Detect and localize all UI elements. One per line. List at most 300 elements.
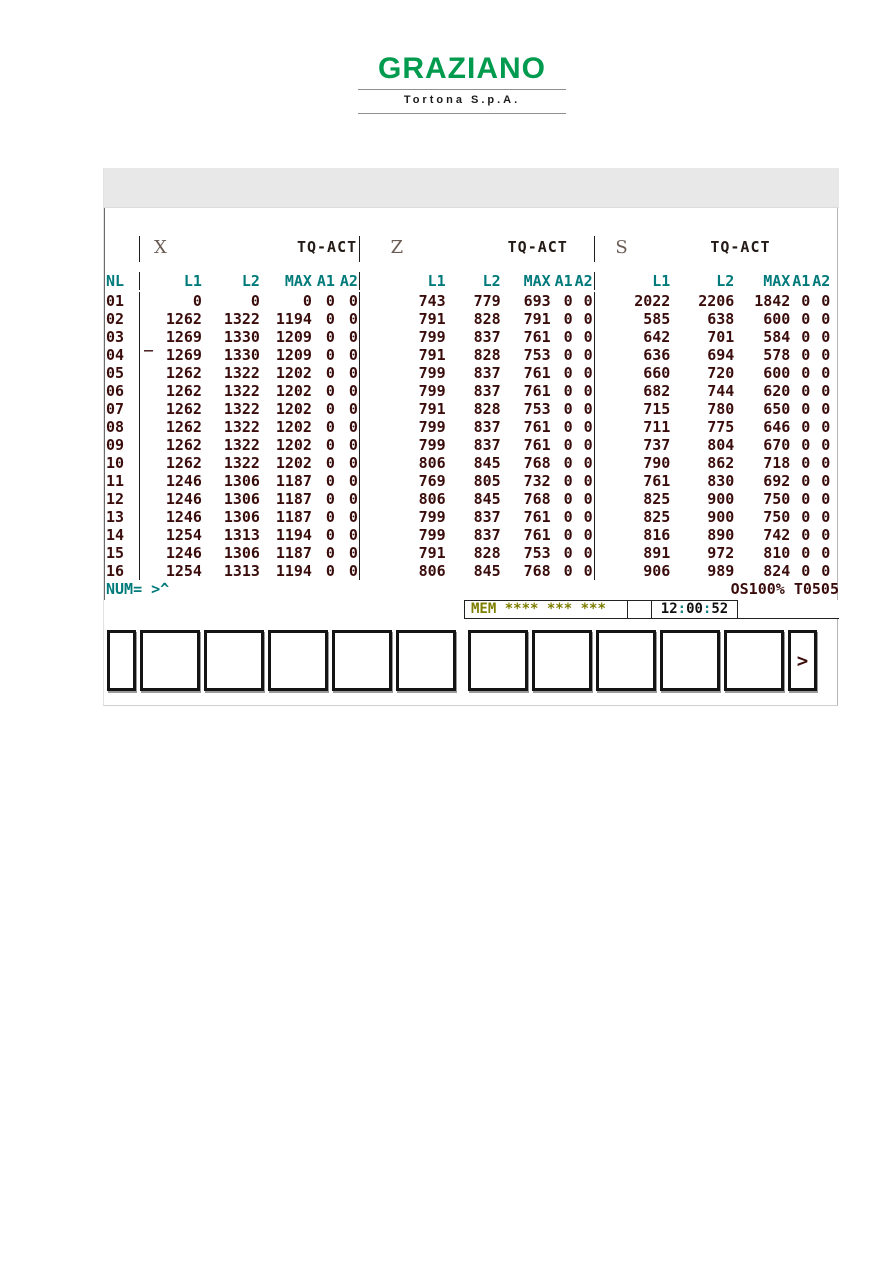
cell: 0 (563, 490, 573, 508)
row-number: 04 (106, 346, 125, 364)
cell: 0 (563, 382, 573, 400)
s-axis-values (594, 526, 839, 544)
x-axis-values (139, 490, 359, 508)
x-axis-values (139, 544, 359, 562)
softkey-left-edge[interactable] (107, 630, 136, 691)
cell: 804 (707, 436, 735, 454)
cell: L1 (652, 272, 671, 290)
axis-x-label: X (153, 237, 167, 258)
cell: 636 (643, 346, 671, 364)
mode-status-bar (464, 600, 839, 619)
cell: 0 (821, 328, 831, 346)
cell: 0 (801, 400, 811, 418)
cell: 0 (348, 454, 358, 472)
column-headers-z (359, 272, 595, 290)
cell: 1313 (223, 562, 260, 580)
row-number: 01 (106, 292, 125, 310)
cell: 692 (763, 472, 791, 490)
softkey-left-4[interactable] (332, 630, 392, 691)
cell: 620 (763, 382, 791, 400)
edit-cursor: _ (144, 334, 154, 352)
cell: 0 (325, 472, 335, 490)
cell: 2022 (634, 292, 671, 310)
prompt-cursor: >^ (151, 580, 170, 598)
cell: 753 (523, 400, 551, 418)
table-row (105, 472, 839, 490)
z-axis-values (359, 454, 595, 472)
z-axis-values (359, 526, 595, 544)
cell: 0 (348, 292, 358, 310)
softkey-left-1[interactable] (140, 630, 200, 691)
table-row (105, 526, 839, 544)
cell: A1 (554, 272, 573, 290)
cell: 1194 (275, 310, 312, 328)
cell: 0 (821, 310, 831, 328)
table-row (105, 364, 839, 382)
cell: 799 (418, 418, 446, 436)
cell: 0 (563, 346, 573, 364)
z-axis-values (359, 508, 595, 526)
cell: 0 (325, 490, 335, 508)
cell: 750 (763, 508, 791, 526)
axis-group-z-header (359, 236, 595, 262)
cell: A2 (574, 272, 593, 290)
clock-segment: 52 (711, 601, 729, 617)
cell: 0 (801, 490, 811, 508)
cell: 761 (523, 436, 551, 454)
cell: 1269 (165, 328, 202, 346)
clock-colon: : (702, 601, 712, 617)
cell: 0 (325, 544, 335, 562)
softkey-left-5[interactable] (396, 630, 456, 691)
cell: 1194 (275, 562, 312, 580)
cell: 775 (707, 418, 735, 436)
table-row (105, 508, 839, 526)
softkey-right-2[interactable] (532, 630, 592, 691)
cell: 1187 (275, 490, 312, 508)
cell: 1262 (165, 436, 202, 454)
cell: 761 (523, 382, 551, 400)
cell: 1262 (165, 382, 202, 400)
cell: MAX (523, 272, 551, 290)
cell: L2 (241, 272, 260, 290)
row-number: 05 (106, 364, 125, 382)
softkey-left-3[interactable] (268, 630, 328, 691)
cell: 1202 (275, 454, 312, 472)
cell: 0 (325, 364, 335, 382)
cell: 0 (563, 328, 573, 346)
cell: 1306 (223, 472, 260, 490)
z-axis-values (359, 562, 595, 580)
cell: 0 (821, 526, 831, 544)
cell: 0 (348, 310, 358, 328)
cell: 0 (821, 508, 831, 526)
cell: 1254 (165, 526, 202, 544)
cell: 791 (418, 346, 446, 364)
cell: 1322 (223, 400, 260, 418)
cell: 1322 (223, 454, 260, 472)
cell: L2 (482, 272, 501, 290)
prompt-label: NUM= (106, 580, 143, 598)
cell: 828 (473, 544, 501, 562)
cell: 1209 (275, 346, 312, 364)
table-row (105, 292, 839, 310)
cell: 1202 (275, 436, 312, 454)
s-axis-values (594, 328, 839, 346)
s-axis-values (594, 364, 839, 382)
row-number: 08 (106, 418, 125, 436)
row-number: 11 (106, 472, 125, 490)
cell: 0 (821, 346, 831, 364)
cell: 0 (348, 472, 358, 490)
brand-name: GRAZIANO (378, 52, 546, 85)
cell: 845 (473, 562, 501, 580)
cell: 0 (821, 436, 831, 454)
cell: 1269 (165, 346, 202, 364)
cell: 828 (473, 400, 501, 418)
cell: 0 (583, 310, 593, 328)
cell: 1322 (223, 418, 260, 436)
x-axis-values (139, 526, 359, 544)
cell: A1 (316, 272, 335, 290)
torque-monitor-table (104, 208, 839, 600)
cell: 732 (523, 472, 551, 490)
softkey-group-left (107, 630, 456, 691)
cell: 0 (821, 454, 831, 472)
cell: 900 (707, 508, 735, 526)
s-axis-values (594, 490, 839, 508)
cell: 769 (418, 472, 446, 490)
cell: 0 (821, 364, 831, 382)
table-row (105, 562, 839, 580)
cell: 0 (821, 490, 831, 508)
cell: 1202 (275, 400, 312, 418)
cell: 0 (563, 364, 573, 382)
x-axis-values (139, 472, 359, 490)
cell: 0 (348, 346, 358, 364)
s-axis-values (594, 472, 839, 490)
cell: 0 (801, 310, 811, 328)
cell: 0 (583, 292, 593, 310)
cell: 768 (523, 454, 551, 472)
axis-header-spacer (105, 236, 139, 262)
axis-s-label: S (615, 237, 628, 258)
cell: 0 (583, 490, 593, 508)
table-row (105, 310, 839, 328)
cell: 825 (643, 490, 671, 508)
cell: 1246 (165, 472, 202, 490)
cell: 906 (643, 562, 671, 580)
cell: 791 (523, 310, 551, 328)
cell: 0 (325, 328, 335, 346)
cell: 0 (801, 292, 811, 310)
cell: 0 (348, 418, 358, 436)
row-number: 15 (106, 544, 125, 562)
z-axis-values (359, 472, 595, 490)
softkey-right-4[interactable] (660, 630, 720, 691)
cell: 0 (325, 526, 335, 544)
cell: 715 (643, 400, 671, 418)
row-number: 06 (106, 382, 125, 400)
s-axis-values (594, 436, 839, 454)
row-number: 02 (106, 310, 125, 328)
cell: 2206 (698, 292, 735, 310)
cell: 1322 (223, 436, 260, 454)
cell: 791 (418, 310, 446, 328)
status-row (105, 580, 839, 598)
cell: 753 (523, 544, 551, 562)
cell: 0 (801, 472, 811, 490)
cell: 791 (418, 544, 446, 562)
screen-titlebar (104, 168, 839, 208)
table-row (105, 400, 839, 418)
cell: 0 (801, 364, 811, 382)
cell: 744 (707, 382, 735, 400)
cell: 891 (643, 544, 671, 562)
cell: 0 (563, 562, 573, 580)
cell: 799 (418, 382, 446, 400)
cell: 0 (325, 292, 335, 310)
cell: A1 (792, 272, 811, 290)
cell: 693 (523, 292, 551, 310)
override-tool-status: OS100% T0505 (730, 580, 839, 598)
machine-screen (103, 168, 838, 706)
cell: 701 (707, 328, 735, 346)
cell: 1262 (165, 310, 202, 328)
cell: 0 (192, 292, 202, 310)
cell: 1330 (223, 328, 260, 346)
softkey-left-2[interactable] (204, 630, 264, 691)
cell: 790 (643, 454, 671, 472)
cell: 0 (583, 454, 593, 472)
softkey-right-1[interactable] (468, 630, 528, 691)
cell: 837 (473, 418, 501, 436)
cell: 1313 (223, 526, 260, 544)
row-number: 09 (106, 436, 125, 454)
cell: 670 (763, 436, 791, 454)
mem-value: **** *** *** (504, 601, 606, 617)
cell: 761 (523, 328, 551, 346)
cell: L1 (183, 272, 202, 290)
cell: 816 (643, 526, 671, 544)
cell: 720 (707, 364, 735, 382)
next-page-icon: > (796, 649, 809, 672)
cell: 791 (418, 400, 446, 418)
cell: 0 (583, 328, 593, 346)
cell: 1322 (223, 364, 260, 382)
cell: 660 (643, 364, 671, 382)
s-axis-values (594, 454, 839, 472)
softkey-next-page[interactable] (788, 630, 817, 691)
x-axis-values (139, 508, 359, 526)
cell: 810 (763, 544, 791, 562)
cell: 753 (523, 346, 551, 364)
x-axis-values (139, 418, 359, 436)
cell: 0 (583, 562, 593, 580)
table-row (105, 490, 839, 508)
cell: 1306 (223, 490, 260, 508)
cell: 806 (418, 562, 446, 580)
x-axis-values (139, 400, 359, 418)
z-axis-values (359, 364, 595, 382)
cell: 0 (821, 544, 831, 562)
cell: 799 (418, 364, 446, 382)
cell: 0 (348, 490, 358, 508)
cell: 761 (523, 364, 551, 382)
cell: 0 (563, 436, 573, 454)
cell: 1322 (223, 310, 260, 328)
cell: 1209 (275, 328, 312, 346)
cell: 0 (801, 418, 811, 436)
cell: 845 (473, 454, 501, 472)
cell: 830 (707, 472, 735, 490)
cell: 650 (763, 400, 791, 418)
cell: 799 (418, 508, 446, 526)
cell: 890 (707, 526, 735, 544)
status-bar-empty-cell (628, 600, 652, 619)
cell: 642 (643, 328, 671, 346)
axis-z-label: Z (390, 237, 404, 258)
column-headers-s (594, 272, 839, 290)
cell: L2 (716, 272, 735, 290)
cell: 0 (325, 382, 335, 400)
cell: 682 (643, 382, 671, 400)
cell: 0 (801, 346, 811, 364)
row-label-header: NL (106, 272, 125, 290)
cell: 0 (821, 382, 831, 400)
cell: 805 (473, 472, 501, 490)
cell: 799 (418, 436, 446, 454)
table-row (105, 544, 839, 562)
cell: 585 (643, 310, 671, 328)
cell: MAX (284, 272, 312, 290)
cell: 0 (583, 436, 593, 454)
cell: 1202 (275, 364, 312, 382)
cell: 837 (473, 364, 501, 382)
cell: 0 (325, 454, 335, 472)
cell: 1254 (165, 562, 202, 580)
cell: 989 (707, 562, 735, 580)
cell: 0 (583, 526, 593, 544)
z-axis-values (359, 418, 595, 436)
table-row (105, 328, 839, 346)
cell: 0 (583, 400, 593, 418)
cell: 578 (763, 346, 791, 364)
z-axis-values (359, 490, 595, 508)
cell: 0 (348, 526, 358, 544)
cell: 837 (473, 436, 501, 454)
row-number: 14 (106, 526, 125, 544)
cell: 806 (418, 454, 446, 472)
cell: 737 (643, 436, 671, 454)
cell: 1330 (223, 346, 260, 364)
cell: 1262 (165, 400, 202, 418)
cell: 1187 (275, 544, 312, 562)
cell: 0 (563, 418, 573, 436)
company-logo (358, 52, 566, 114)
cell: 761 (523, 508, 551, 526)
command-prompt-input[interactable] (105, 580, 169, 598)
cell: 1842 (754, 292, 791, 310)
cell: 742 (763, 526, 791, 544)
cell: 0 (583, 382, 593, 400)
table-row (105, 454, 839, 472)
cell: 0 (563, 292, 573, 310)
cell: 0 (348, 328, 358, 346)
row-number: 10 (106, 454, 125, 472)
cell: 0 (801, 454, 811, 472)
s-axis-values (594, 544, 839, 562)
cell: 799 (418, 328, 446, 346)
logo-divider-bottom (358, 113, 566, 114)
s-axis-values (594, 346, 839, 364)
table-row (105, 418, 839, 436)
cell: 780 (707, 400, 735, 418)
cell: 718 (763, 454, 791, 472)
z-axis-values (359, 292, 595, 310)
x-axis-values (139, 346, 359, 364)
cell: 0 (821, 418, 831, 436)
softkey-right-5[interactable] (724, 630, 784, 691)
softkey-right-3[interactable] (596, 630, 656, 691)
cell: 1246 (165, 490, 202, 508)
row-number: 07 (106, 400, 125, 418)
column-headers-x (139, 272, 359, 290)
x-axis-values (139, 364, 359, 382)
cell: 972 (707, 544, 735, 562)
cell: 0 (348, 436, 358, 454)
column-header-row (105, 272, 839, 290)
s-axis-values (594, 382, 839, 400)
table-rows (105, 292, 839, 580)
s-axis-values (594, 562, 839, 580)
axis-x-title: TQ-ACT (296, 238, 358, 256)
cell: MAX (763, 272, 791, 290)
clock-segment: 00 (686, 601, 703, 617)
table-row (105, 346, 839, 364)
cell: 0 (801, 544, 811, 562)
cell: A2 (339, 272, 358, 290)
cell: A2 (812, 272, 831, 290)
z-axis-values (359, 382, 595, 400)
cell: 600 (763, 364, 791, 382)
cell: 600 (763, 310, 791, 328)
cell: 0 (325, 508, 335, 526)
cell: 0 (583, 472, 593, 490)
cell: 1187 (275, 472, 312, 490)
cell: 0 (325, 400, 335, 418)
s-axis-values (594, 292, 839, 310)
table-row (105, 382, 839, 400)
softkey-group-right (468, 630, 817, 691)
cell: 828 (473, 310, 501, 328)
table-row (105, 436, 839, 454)
cell: 799 (418, 526, 446, 544)
cell: 1262 (165, 418, 202, 436)
cell: 761 (523, 418, 551, 436)
cell: 828 (473, 346, 501, 364)
cell: 0 (348, 382, 358, 400)
z-axis-values (359, 346, 595, 364)
cell: 0 (348, 562, 358, 580)
cell: 0 (583, 346, 593, 364)
cell: 0 (821, 292, 831, 310)
cell: 1246 (165, 544, 202, 562)
row-number: 12 (106, 490, 125, 508)
cell: 0 (583, 418, 593, 436)
x-axis-values (139, 454, 359, 472)
cell: 584 (763, 328, 791, 346)
